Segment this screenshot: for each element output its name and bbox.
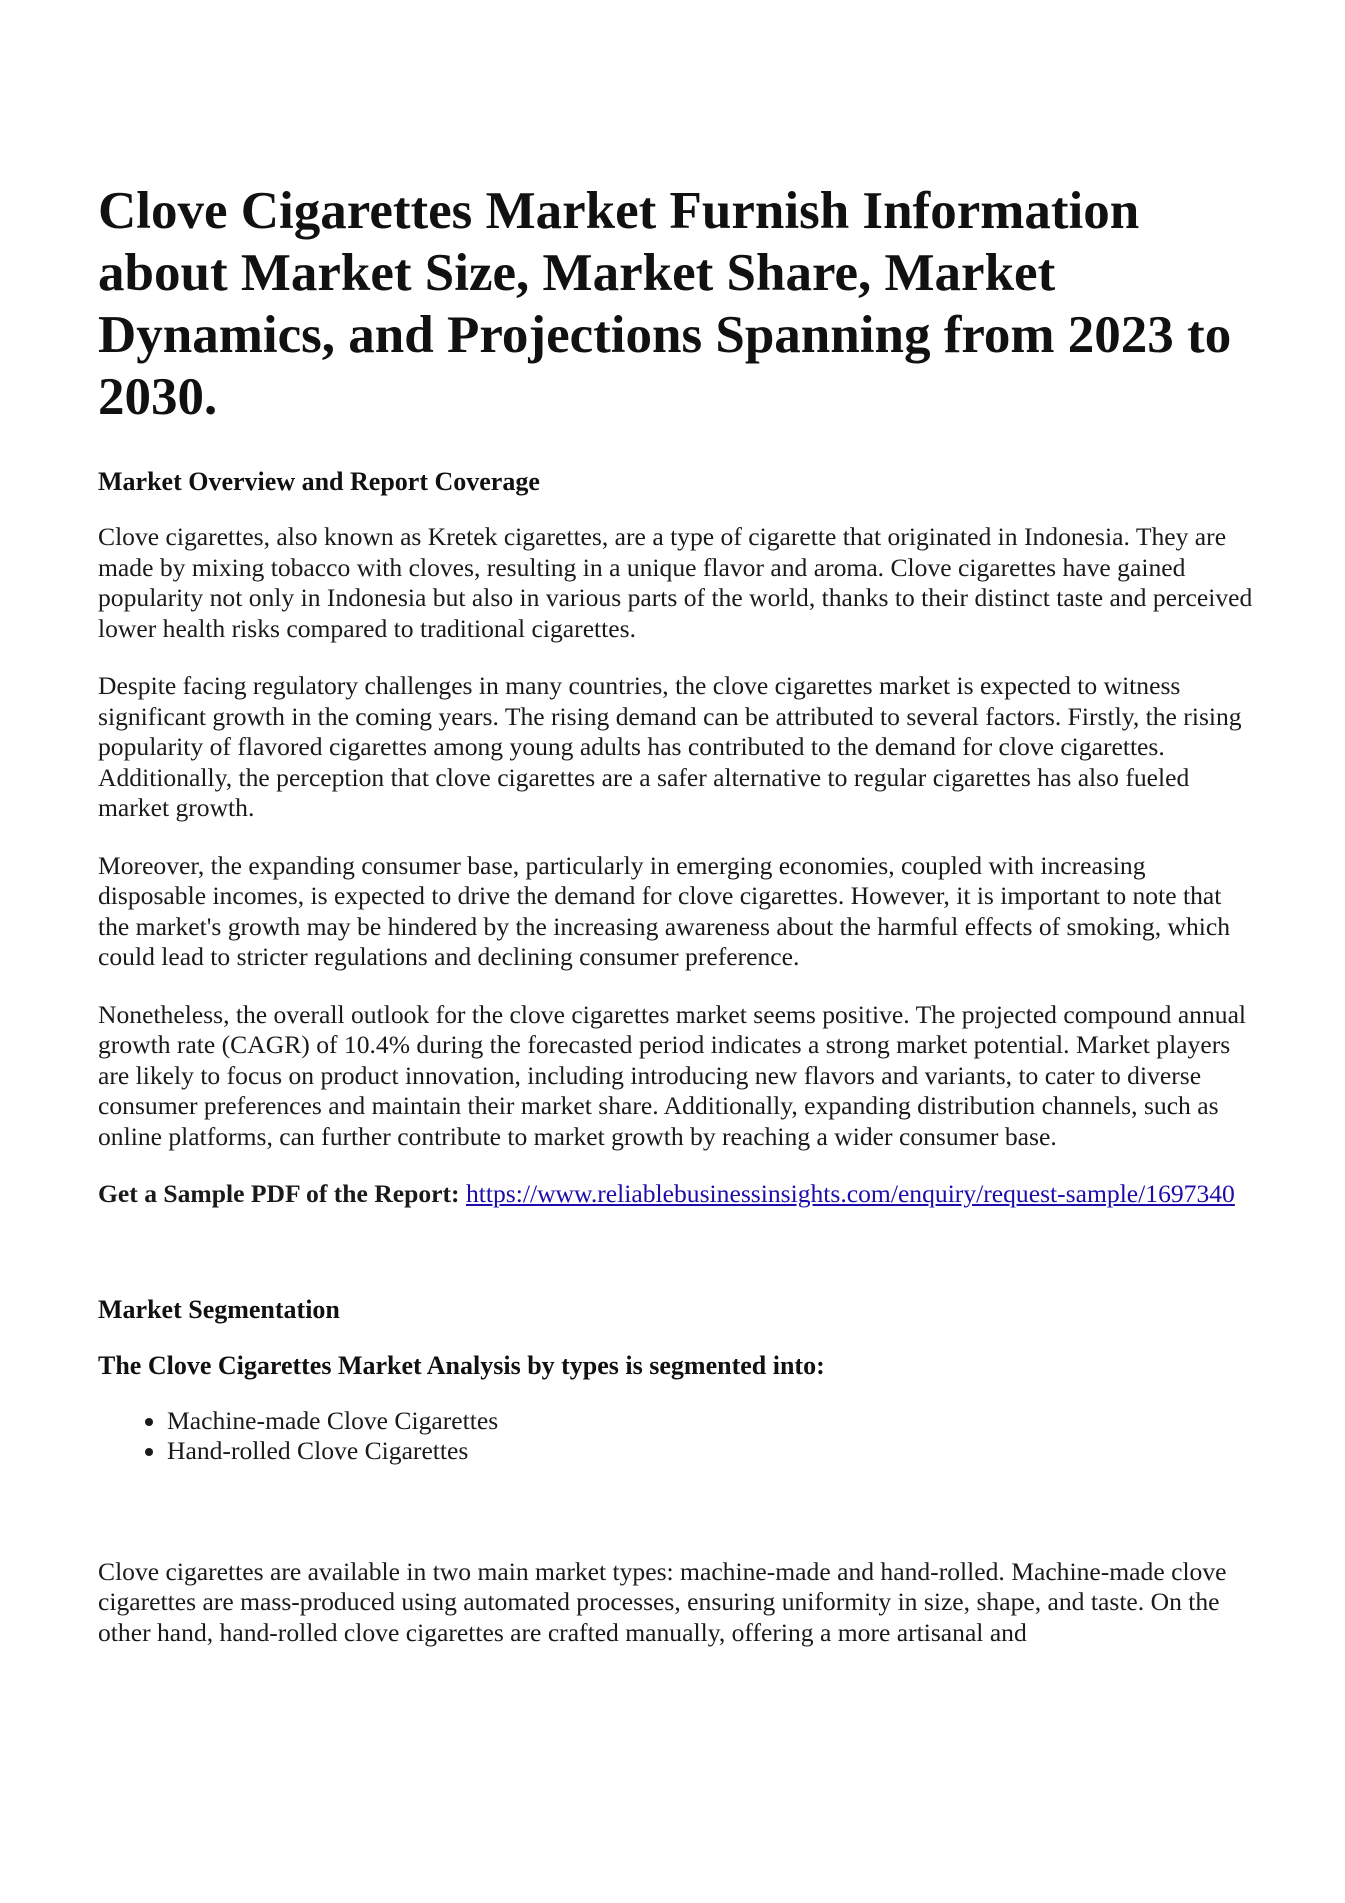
types-list xyxy=(98,1406,1258,1467)
section-heading-segmentation: Market Segmentation xyxy=(98,1294,340,1324)
page-title: Clove Cigarettes Market Furnish Information about Market Size, Market Share, Market Dynamics, and Projections Spanning from 2023 to 2030. xyxy=(98,182,1232,426)
sample-pdf-link[interactable]: https://www.reliablebusinessinsights.com/enquiry/request-sample/1697340 xyxy=(465,1179,1235,1208)
types-heading: The Clove Cigarettes Market Analysis by types is segmented into: xyxy=(98,1350,825,1380)
list-spacer xyxy=(98,1467,1258,1557)
types-description-paragraph: Clove cigarettes are available in two main market types: machine-made and hand-rolled. Machine-made clove cigarettes are mass-produced using automated processes, ensuring uniformity in size, shape, and taste. On the other hand, hand-rolled clove cigarettes are crafted manually, offering a more artisanal and xyxy=(98,1556,1227,1647)
overview-paragraph-4: Nonetheless, the overall outlook for the clove cigarettes market seems positive. The projected compound annual growth rate (CAGR) of 10.4% during the forecasted period indicates a strong market potential. Market players are likely to focus on product innovation, including introducing new flavors and variants, to cater to diverse consumer preferences and maintain their market share. Additionally, expanding distribution channels, such as online platforms, can further contribute to market growth by reaching a wider consumer base. xyxy=(98,999,1247,1151)
section-spacer xyxy=(98,1210,1258,1294)
list-item: • Machine-made Clove Cigarettes xyxy=(167,1406,1258,1437)
document-page xyxy=(98,180,1258,1675)
sample-request-line xyxy=(98,1179,1258,1210)
sample-label: Get a Sample PDF of the Report: xyxy=(98,1179,460,1208)
overview-paragraph-1: Clove cigarettes, also known as Kretek cigarettes, are a type of cigarette that originated in Indonesia. They are made by mixing tobacco with cloves, resulting in a unique flavor and aroma. Clove cigarettes have gained popularity not only in Indonesia but also in various parts of the world, thanks to their distinct taste and perceived lower health risks compared to traditional cigarettes. xyxy=(98,522,1253,643)
section-heading-overview: Market Overview and Report Coverage xyxy=(98,467,540,496)
overview-paragraph-2: Despite facing regulatory challenges in many countries, the clove cigarettes market is expected to witness significant growth in the coming years. The rising demand can be attributed to several factors. Firstly, the rising popularity of flavored cigarettes among young adults has contributed to the demand for clove cigarettes. Additionally, the perception that clove cigarettes are a safer alternative to regular cigarettes has also fueled market growth. xyxy=(98,671,1242,822)
overview-paragraph-3: Moreover, the expanding consumer base, particularly in emerging economies, coupled with increasing disposable incomes, is expected to drive the demand for clove cigarettes. However, it is important to note that the market's growth may be hindered by the increasing awareness about the harmful effects of smoking, which could lead to stricter regulations and declining consumer preference. xyxy=(98,850,1231,971)
list-item: • Hand-rolled Clove Cigarettes xyxy=(167,1436,1258,1467)
